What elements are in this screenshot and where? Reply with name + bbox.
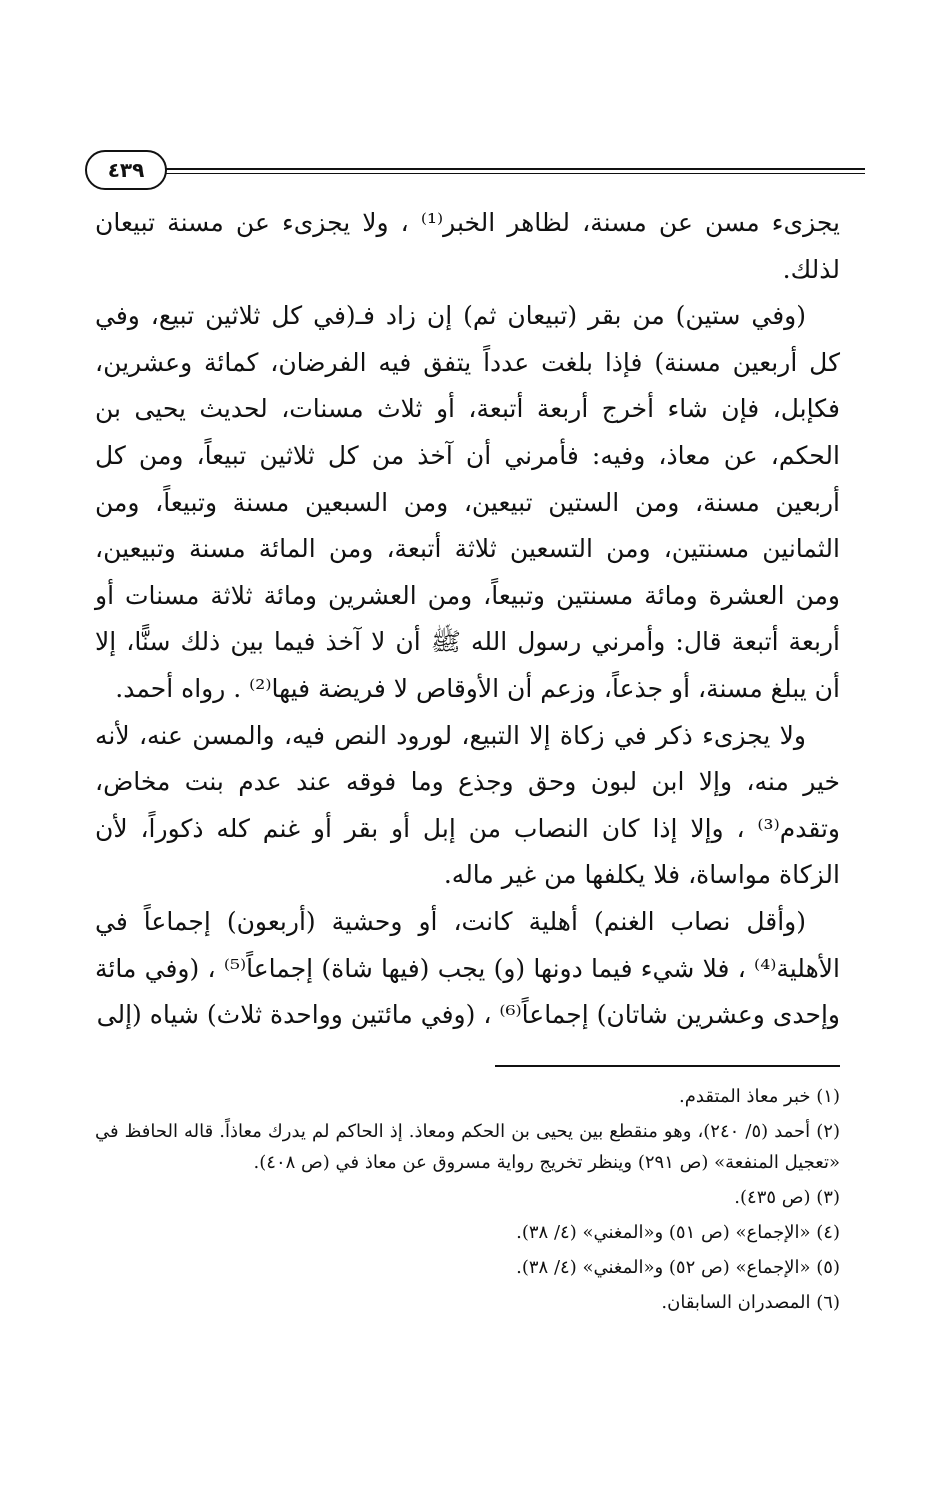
paragraph-4: (وأقل نصاب الغنم) أهلية كانت، أو وحشية (أربعون) إجماعاً في الأهلية⁽⁴⁾ ، فلا شيء فيما دونها (و) يجب (فيها شاة) إجماعاً⁽⁵⁾ ، (وفي مائة وإحدى وعشرين شاتان) إجماعاً⁽⁶⁾ ، (وفي مائتين وواحدة ثلاث) شياه (إلى [95,906,840,1030]
page-header [85,150,865,194]
page-number: ٤٣٩ [85,150,167,190]
main-text [95,200,840,1039]
footnote-6: (٦) المصدران السابقان. [661,1292,840,1313]
header-rule [145,168,865,170]
footnote-2: (٢) أحمد (٥/ ٢٤٠)، وهو منقطع بين يحيى بن الحكم ومعاذ. إذ الحاكم لم يدرك معاذاً. قاله الحافظ في «تعجيل المنفعة» (ص ٢٩١) وينظر تخريج رواية مسروق عن معاذ في (ص ٤٠٨). [95,1121,840,1173]
footnote-1: (١) خبر معاذ المتقدم. [679,1086,840,1107]
footnotes [95,1065,840,1322]
footnote-5: (٥) «الإجماع» (ص ٥٢) و«المغني» (٤/ ٣٨). [516,1257,840,1278]
paragraph-1: يجزىء مسن عن مسنة، لظاهر الخبر⁽¹⁾ ، ولا يجزىء عن مسنة تبيعان لذلك. [95,208,840,284]
header-rule-thin [145,173,865,174]
paragraph-2: (وفي ستين) من بقر (تبيعان ثم) إن زاد فـ(في كل ثلاثين تبيع، وفي كل أربعين مسنة) فإذا بلغت عدداً يتفق فيه الفرضان، كمائة وعشرين، فكإبل، فإن شاء أخرج أربعة أتبعة، أو ثلاث مسنات، لحديث يحيى بن الحكم، عن معاذ، وفيه: فأمرني أن آخذ من كل ثلاثين تبيعاً، ومن كل أربعين مسنة، ومن الستين تبيعين، ومن السبعين مسنة وتبيعاً، ومن الثمانين مسنتين، ومن التسعين ثلاثة أتبعة، ومن المائة مسنة وتبيعين، ومن العشرة ومائة مسنتين وتبيعاً، ومن العشرين ومائة ثلاثة مسنات أو أربعة أتبعة قال: وأمرني رسول الله ﷺ أن لا آخذ فيما بين ذلك سنًّا، إلا أن يبلغ مسنة، أو جذعاً، وزعم أن الأوقاص لا فريضة فيها⁽²⁾ . رواه أحمد. [95,301,840,703]
paragraph-3: ولا يجزىء ذكر في زكاة إلا التبيع، لورود النص فيه، والمسن عنه، لأنه خير منه، وإلا ابن لبون وحق وجذع وما فوقه عند عدم بنت مخاض، وتقدم⁽³⁾ ، وإلا إذا كان النصاب من إبل أو بقر أو غنم كله ذكوراً، لأن الزكاة مواساة، فلا يكلفها من غير ماله. [95,720,840,890]
footnote-separator [495,1065,840,1067]
footnote-4: (٤) «الإجماع» (ص ٥١) و«المغني» (٤/ ٣٨). [516,1222,840,1243]
footnote-3: (٣) (ص ٤٣٥). [734,1187,840,1208]
